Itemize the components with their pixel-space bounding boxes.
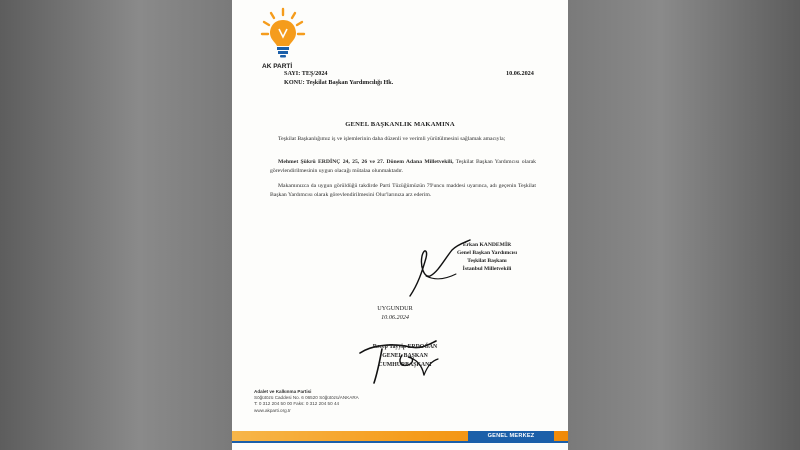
- approval-block: [350, 304, 440, 322]
- president-title-2: CUMHURBAŞKANI: [378, 362, 432, 368]
- approval-label: UYGUNDUR: [377, 305, 413, 312]
- document-page: [232, 0, 568, 450]
- footer-blue-line: [232, 441, 568, 443]
- footer-tab: GENEL MERKEZ: [468, 431, 554, 441]
- paragraph-1: Teşkilat Başkanlığımız iş ve işlemlerinin daha düzenli ve verimli yürütülmesini sağlamak amacıyla;: [278, 136, 506, 142]
- signatory-block: [437, 241, 537, 273]
- paragraph-2: [270, 158, 536, 176]
- reference-number: SAYI: TEŞ/2024: [284, 70, 328, 77]
- letter-heading: GENEL BAŞKANLIK MAKAMINA: [345, 121, 455, 128]
- letter-date: 10.06.2024: [506, 70, 534, 77]
- background-left: [0, 0, 232, 450]
- paragraph-2-rest: Teşkilat Başkan Yardımcısı olarak görevlendirilmesinin uygun olacağı mütalaa olunmaktadır.: [270, 159, 536, 174]
- subject-line: KONU: Teşkilat Başkan Yardımcılığı Hk.: [284, 79, 394, 86]
- president-block: [350, 343, 460, 370]
- signatory-name: Erkan KANDEMİR: [462, 242, 512, 248]
- signatory-title-1: Genel Başkan Yardımcısı: [456, 250, 518, 256]
- footer-web: www.akparti.org.tr: [254, 407, 291, 413]
- footer-contact: [254, 389, 359, 414]
- signatory-title-2: Teşkilat Başkanı: [467, 258, 507, 264]
- ak-parti-logo-icon: [260, 6, 306, 60]
- approval-date: 10.06.2024: [381, 314, 409, 321]
- party-name: AK PARTİ: [262, 63, 293, 70]
- footer-phone: T: 0 312 204 50 00 Faks: 0 312 204 50 44: [254, 401, 340, 407]
- president-name: Recep Tayyip ERDOĞAN: [372, 344, 438, 350]
- background-right: [568, 0, 800, 450]
- footer-org: Adalet ve Kalkınma Partisi: [254, 389, 312, 394]
- footer-address: Söğütözü Caddesi No. 6 06520 Söğütözü/ANKARA: [254, 395, 359, 401]
- paragraph-3: Makamınızca da uygun görüldüğü takdirde Parti Tüzüğümüzün 79'uncu maddesi uyarınca, adı geçenin Teşkilat Başkan Yardımcısı olarak görevlendirilmesini Olur'larınıza arz ederim.: [270, 183, 536, 198]
- signatory-title-3: İstanbul Milletvekili: [462, 266, 512, 272]
- appointee-name: Mehmet Şükrü ERDİNÇ 24, 25, 26 ve 27. Dönem Adana Milletvekili,: [278, 159, 454, 165]
- president-title-1: GENEL BAŞKAN: [382, 353, 428, 359]
